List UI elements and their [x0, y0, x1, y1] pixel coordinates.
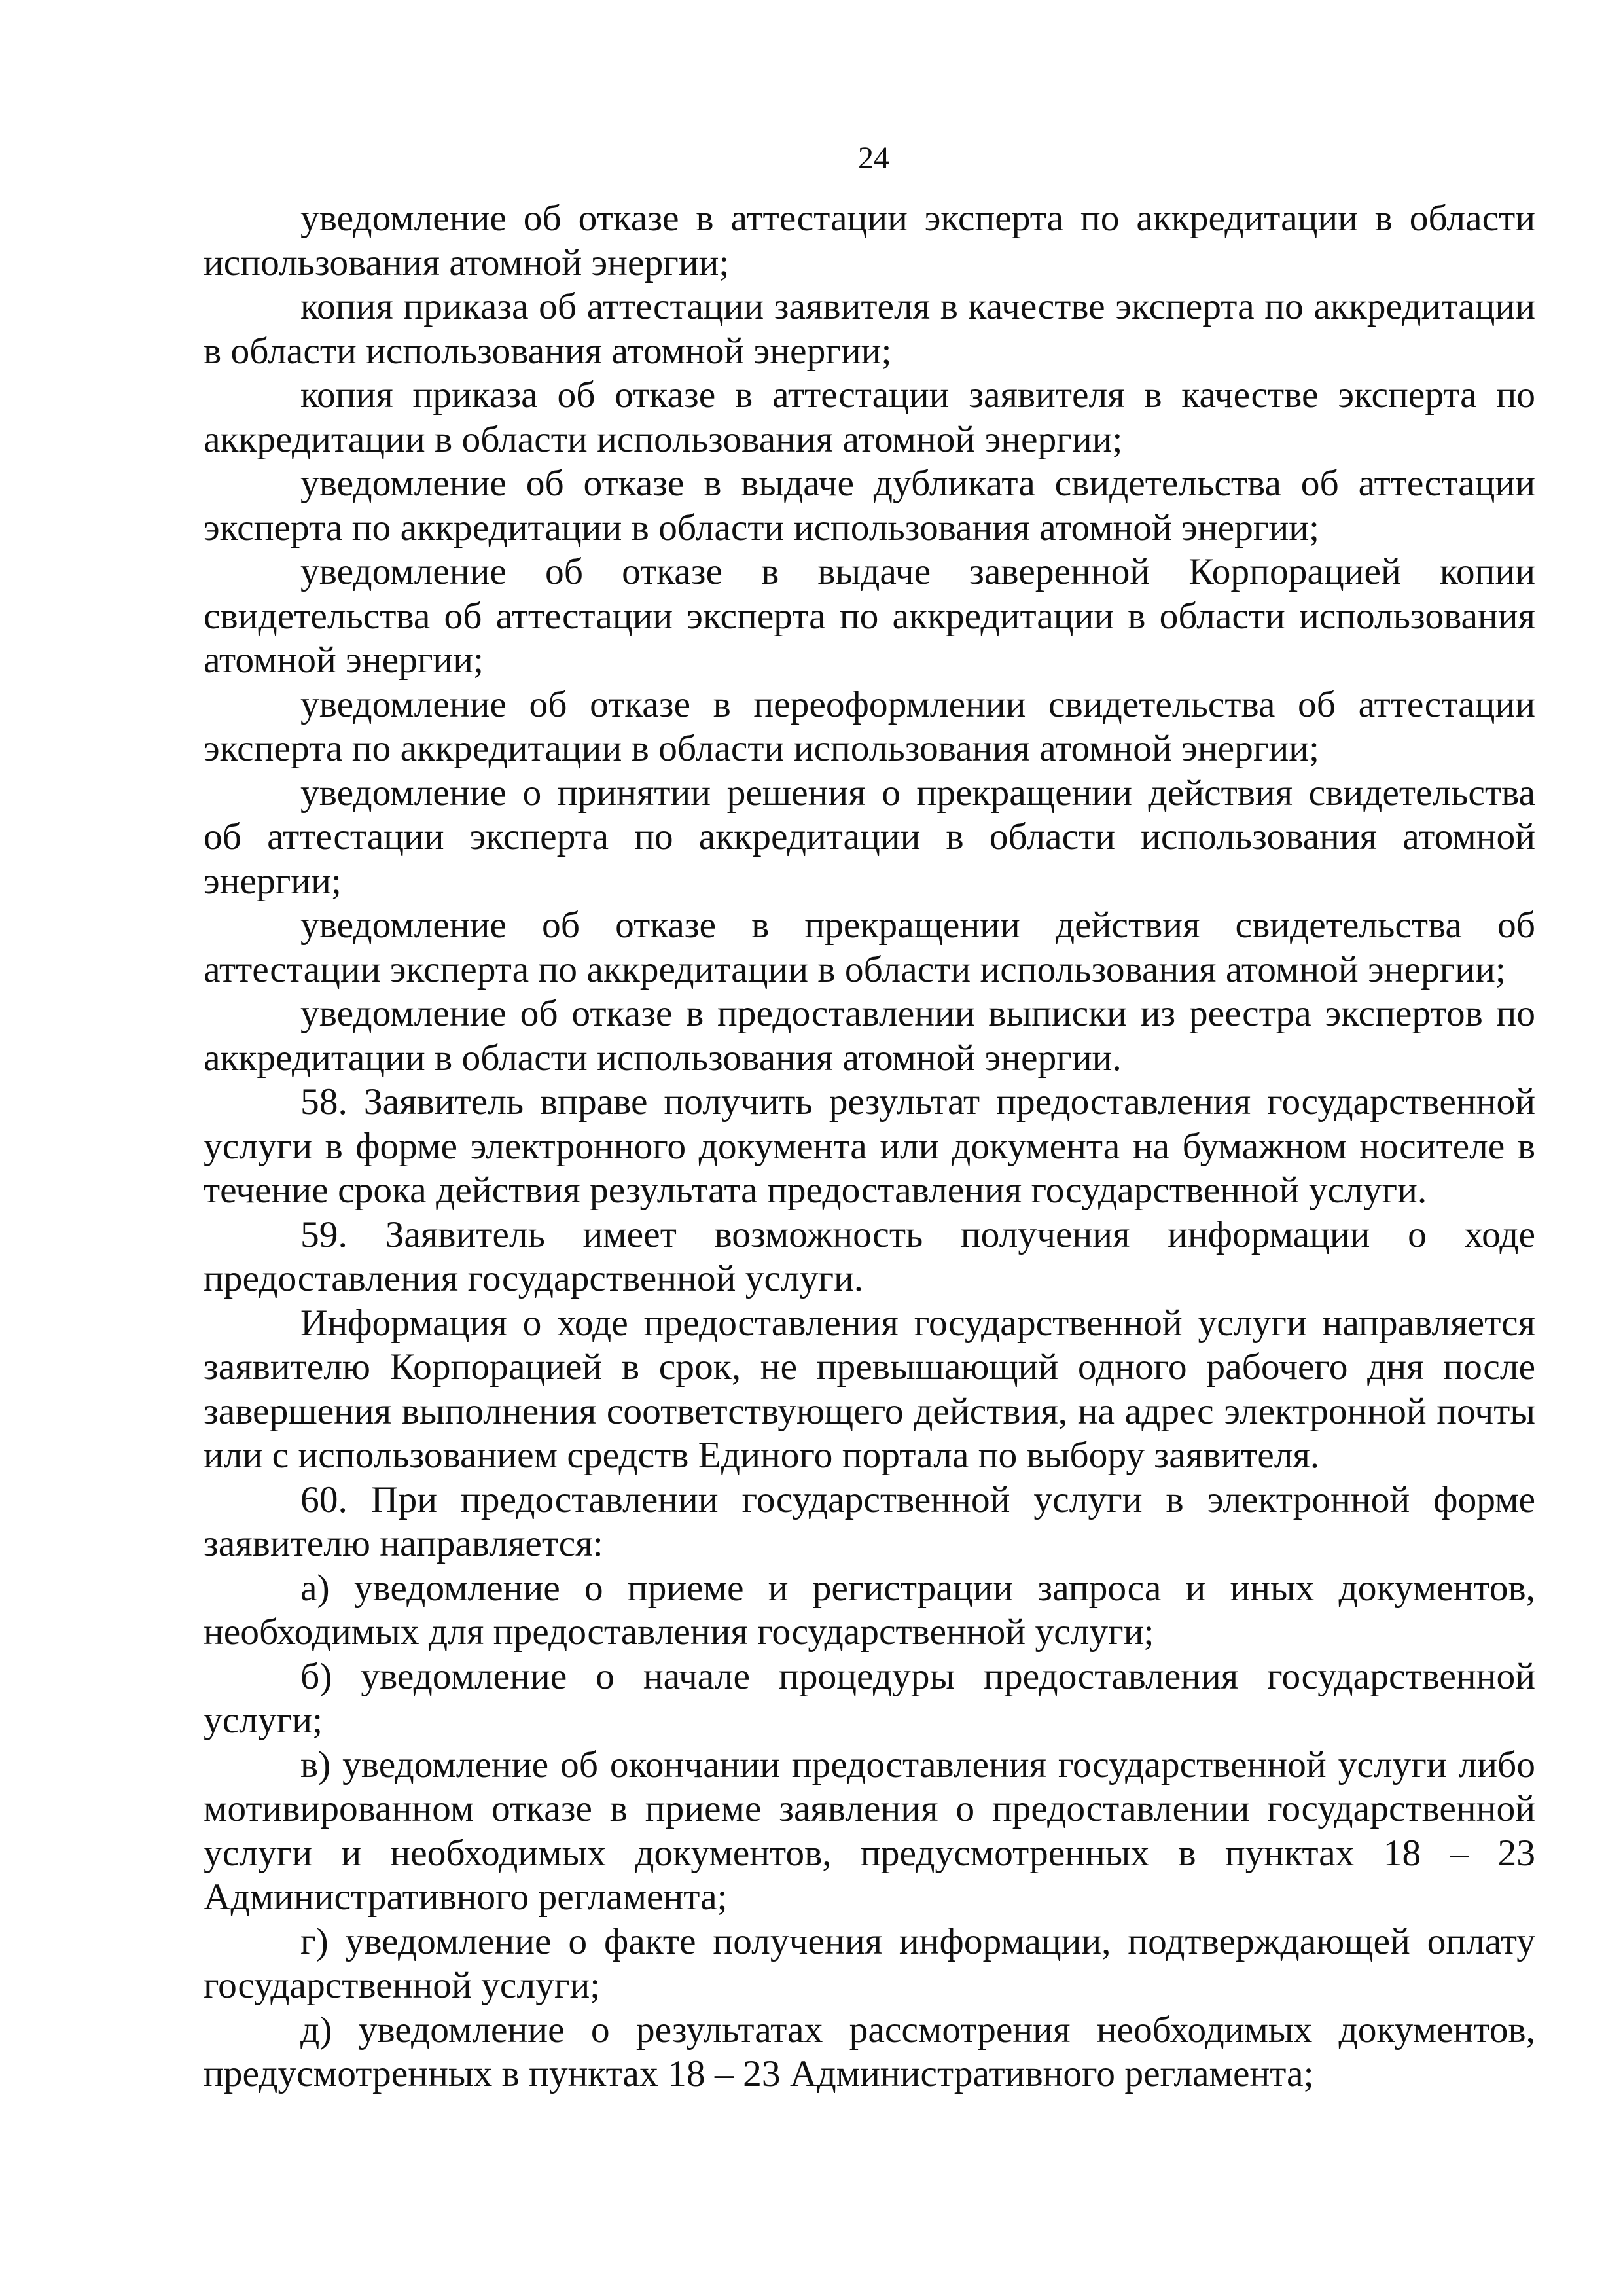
- paragraph-notice-attestation-refusal: уведомление об отказе в аттестации эксперта по аккредитации в области использования атомной энергии;: [204, 198, 1535, 283]
- paragraph-item-60-b: б) уведомление о начале процедуры предоставления государственной услуги;: [204, 1655, 1535, 1741]
- paragraph-notice-registry-extract-refusal: уведомление об отказе в предоставлении выписки из реестра экспертов по аккредитации в области использования атомной энергии.: [204, 993, 1535, 1079]
- paragraph-item-60-v: в) уведомление об окончании предоставления государственной услуги либо мотивированном отказе в приеме заявления о предоставлении государственной услуги и необходимых документов, предусмотренных в пунктах 18 – 23 Административного регламента;: [204, 1744, 1535, 1918]
- paragraph-item-58: 58. Заявитель вправе получить результат предоставления государственной услуги в форме электронного документа или документа на бумажном носителе в течение срока действия результата предоставления государственной услуги.: [204, 1081, 1535, 1211]
- page-number: 24: [858, 141, 889, 175]
- document-body: [204, 196, 1535, 2096]
- paragraph-item-60-a: а) уведомление о приеме и регистрации запроса и иных документов, необходимых для предоставления государственной услуги;: [204, 1567, 1535, 1653]
- paragraph-notice-termination-refusal: уведомление об отказе в прекращении действия свидетельства об аттестации эксперта по аккредитации в области использования атомной энергии;: [204, 905, 1535, 990]
- paragraph-copy-attestation-order: копия приказа об аттестации заявителя в качестве эксперта по аккредитации в области использования атомной энергии;: [204, 286, 1535, 372]
- paragraph-notice-reissue-refusal: уведомление об отказе в переоформлении свидетельства об аттестации эксперта по аккредитации в области использования атомной энергии;: [204, 683, 1535, 769]
- paragraph-item-60-g: г) уведомление о факте получения информации, подтверждающей оплату государственной услуги;: [204, 1920, 1535, 2006]
- paragraph-copy-refusal-order: копия приказа об отказе в аттестации заявителя в качестве эксперта по аккредитации в области использования атомной энергии;: [204, 374, 1535, 460]
- paragraph-item-59: 59. Заявитель имеет возможность получения информации о ходе предоставления государственной услуги.: [204, 1213, 1535, 1299]
- paragraph-notice-termination-decision: уведомление о принятии решения о прекращении действия свидетельства об аттестации эксперта по аккредитации в области использования атомной энергии;: [204, 772, 1535, 902]
- paragraph-notice-duplicate-refusal: уведомление об отказе в выдаче дубликата свидетельства об аттестации эксперта по аккредитации в области использования атомной энергии;: [204, 463, 1535, 548]
- paragraph-item-60: 60. При предоставлении государственной услуги в электронной форме заявителю направляется:: [204, 1479, 1535, 1564]
- paragraph-notice-certified-copy-refusal: уведомление об отказе в выдаче заверенной Корпорацией копии свидетельства об аттестации эксперта по аккредитации в области использования атомной энергии;: [204, 551, 1535, 681]
- paragraph-progress-information: Информация о ходе предоставления государственной услуги направляется заявителю Корпорацией в срок, не превышающий одного рабочего дня после завершения выполнения соответствующего действия, на адрес электронной почты или с использованием средств Единого портала по выбору заявителя.: [204, 1302, 1535, 1476]
- paragraph-item-60-d: д) уведомление о результатах рассмотрения необходимых документов, предусмотренных в пунктах 18 – 23 Административного регламента;: [204, 2009, 1535, 2094]
